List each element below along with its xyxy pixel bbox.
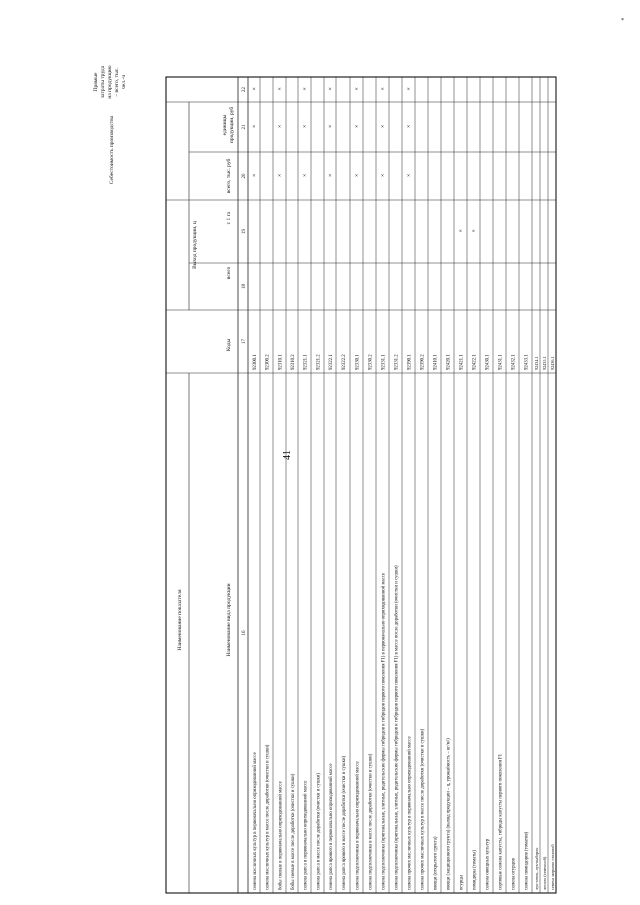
row-code: 92421.1 — [459, 354, 465, 370]
row-code: 92300.1 — [253, 354, 258, 370]
column-number: 18 — [242, 284, 247, 289]
header-labor-line: – всего, тыс. — [114, 67, 120, 97]
header-labor-line: затраты труда — [100, 65, 106, 99]
row-x-mark: × — [328, 86, 332, 93]
row-code: 92322.2 — [342, 354, 347, 370]
header-cost-total: всего, тыс. руб — [226, 158, 232, 194]
header-product-name: Наименование вида продукции — [226, 583, 232, 657]
header-codes: Коды — [226, 338, 232, 352]
row-product-name: семена подсолнечника (оригинальные, элитные, родительские формы гибридов и гибридов первого поколения F1) в массе после доработки (очистки и сушки) — [394, 565, 400, 890]
row-product-name: семена прочих масличных культур в массе после доработки (очистки и сушки) — [420, 728, 426, 890]
row-product-name: семена подсолнечника (оригинальные, элитные, родительские формы гибридов и гибридов первого поколения F1) в первоначально оприходованной массе — [381, 572, 387, 890]
row-product-name: огурцы — [459, 875, 465, 890]
header-indicator-name: Наименование показателя — [177, 589, 183, 651]
column-number: 22 — [242, 87, 247, 92]
header-output-total: всего — [226, 266, 232, 280]
row-product-name: семена рапса в первоначально оприходованной массе — [303, 780, 309, 890]
row-x-mark: × — [252, 124, 256, 131]
row-x-mark: × — [380, 124, 385, 131]
header-output: Выход продукции, ц — [192, 221, 198, 269]
header-cost-unit-line: продукции, руб — [229, 106, 235, 144]
row-code: 92430.1 — [485, 354, 491, 370]
row-code: 92330.2 — [368, 354, 374, 370]
column-number: 16 — [242, 630, 247, 636]
header-labor-line: Прямые — [93, 72, 99, 92]
row-x-mark: × — [458, 228, 463, 235]
row-code: 92435.1 — [542, 356, 547, 370]
row-x-mark: × — [252, 86, 256, 93]
row-product-name: семена моркови столовой — [550, 844, 555, 890]
row-product-name: сортовые семена капусты, гибриды капусты первого поколения F1 — [498, 753, 504, 890]
row-code: 92331.2 — [394, 354, 400, 370]
row-x-mark: × — [277, 124, 282, 131]
page-number: 41 — [282, 450, 293, 460]
row-x-mark: × — [406, 173, 411, 180]
column-number: 20 — [242, 173, 247, 179]
row-x-mark: × — [471, 228, 476, 235]
row-x-mark: × — [252, 173, 256, 180]
header-labor-line: чел.-ч — [121, 75, 127, 89]
row-code: 92433.1 — [524, 354, 530, 370]
row-code: 92300.2 — [265, 354, 271, 370]
row-product-name: семена рапса в массе после доработки (очистки и сушки) — [316, 772, 322, 890]
row-x-mark: × — [277, 86, 282, 93]
row-x-mark: × — [380, 173, 385, 180]
row-product-name: семена масличных культур в массе после доработки (очистки и сушки) — [265, 744, 271, 890]
row-product-name: семена прочих масличных культур в первоначально оприходованной массе — [407, 736, 413, 890]
row-product-name: семена масличных культур в первоначально оприходованной массе — [253, 752, 258, 890]
row-code: 92436.1 — [550, 356, 555, 370]
row-product-name: семена овощных культур — [485, 838, 491, 890]
row-product-name: чеснок (семенной) — [542, 856, 547, 890]
row-product-name: овощи (защищенного грунта) (выход продукции – ц, урожайность – кг/м²) — [446, 738, 452, 890]
header-labor-line: на продукцию — [107, 65, 113, 99]
row-product-name: семена рапса ярового в первоначально оприходованной массе — [329, 763, 334, 890]
row-product-name: бобы соевые в первоначально оприходованной массе — [278, 781, 284, 890]
row-code: 92431.1 — [498, 354, 504, 370]
row-product-name: овощи (открытого грунта) — [433, 836, 439, 890]
row-code: 92434.1 — [534, 356, 539, 370]
row-code: 92390.1 — [407, 354, 413, 370]
row-product-name: семена помидоров (томатов) — [524, 831, 530, 890]
edge-mark: * — [621, 18, 624, 24]
row-code: 92321.1 — [303, 354, 309, 370]
row-x-mark: × — [354, 124, 359, 131]
row-code: 92321.2 — [316, 354, 322, 370]
row-code: 92330.1 — [355, 354, 361, 370]
row-x-mark: × — [380, 86, 385, 93]
header-cost-unit-line: единицы — [222, 114, 228, 136]
row-product-name: лук-севок, лук-выборок — [534, 847, 539, 890]
column-number: 17 — [242, 339, 247, 344]
row-code: 92310.2 — [291, 354, 296, 370]
row-product-name: семена подсолнечника в первоначально оприходованной массе — [355, 761, 361, 890]
row-x-mark: × — [328, 124, 332, 131]
row-x-mark: × — [406, 86, 411, 93]
row-product-name: семена подсолнечника в массе после доработки (очистки и сушки) — [368, 753, 374, 890]
header-output-per-ha: с 1 га — [226, 211, 232, 225]
row-x-mark: × — [277, 173, 282, 180]
row-x-mark: × — [302, 124, 307, 131]
row-code: 92310.1 — [278, 354, 284, 370]
row-code: 92422.1 — [472, 354, 478, 370]
row-x-mark: × — [354, 173, 359, 180]
row-x-mark: × — [302, 173, 307, 180]
row-code: 92420.1 — [446, 354, 452, 370]
row-code: 92432.1 — [511, 354, 517, 370]
row-code: 92390.2 — [420, 354, 426, 370]
row-product-name: помидоры (томаты) — [472, 850, 478, 890]
row-x-mark: × — [354, 86, 359, 93]
row-product-name: семена рапса ярового в массе после доработки (очистки и сушки) — [342, 755, 347, 890]
column-number: 19 — [242, 229, 247, 234]
row-code: 92331.1 — [381, 354, 387, 370]
row-x-mark: × — [406, 124, 411, 131]
row-code: 92322.1 — [329, 354, 334, 370]
row-x-mark: × — [328, 173, 332, 180]
row-product-name: семена огурцов — [511, 858, 517, 890]
header-cost: Себестоимость производства — [109, 115, 115, 185]
row-x-mark: × — [302, 86, 307, 93]
row-code: 92410.1 — [433, 354, 439, 370]
row-product-name: бобы соевые в массе после доработки (очистки и сушки) — [291, 773, 296, 890]
column-number: 21 — [242, 124, 247, 130]
